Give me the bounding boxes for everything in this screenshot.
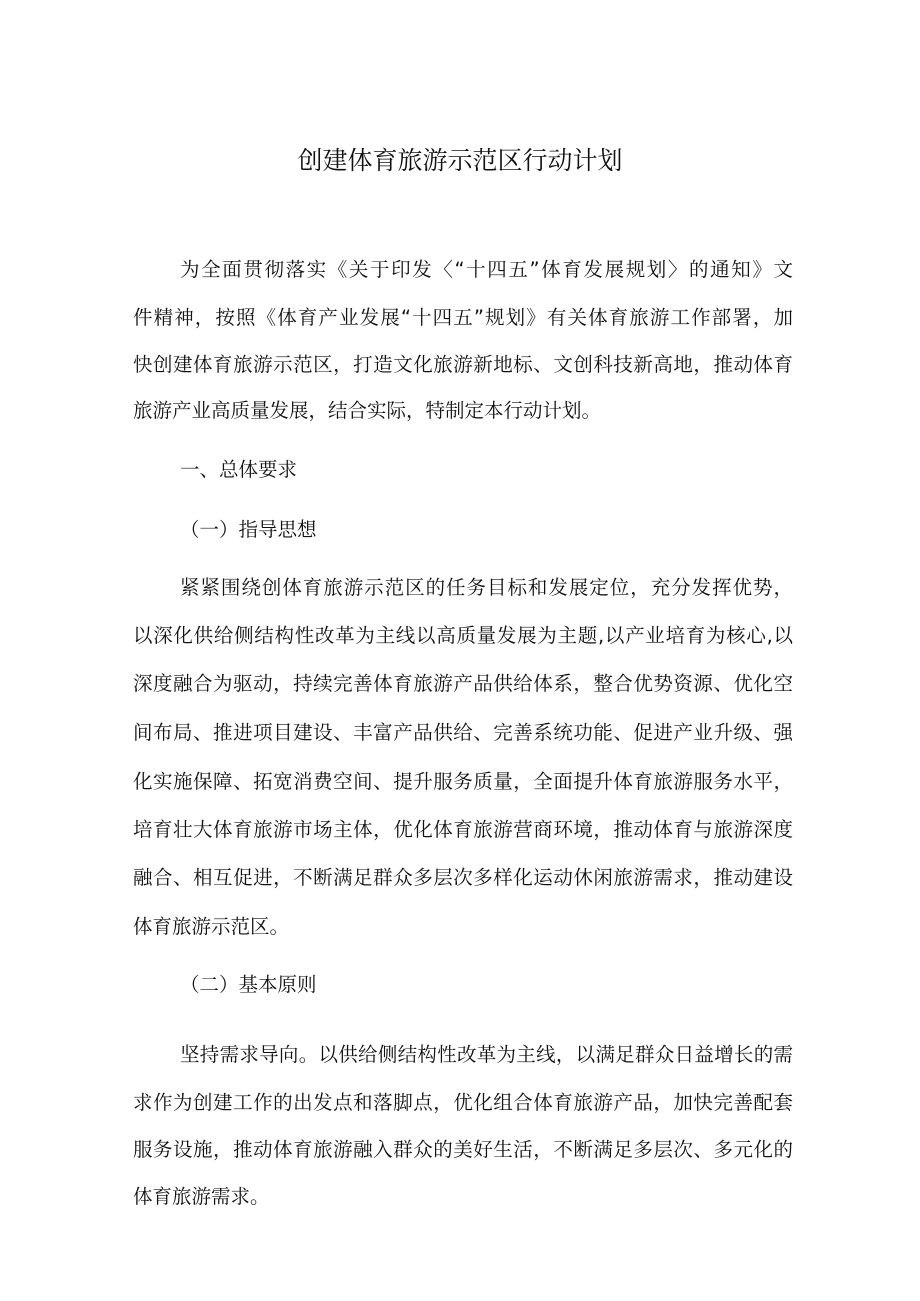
- paragraph-line: 体育旅游需求。: [133, 1185, 270, 1208]
- paragraph-line: 快创建体育旅游示范区，打造文化旅游新地标、文创科技新高地，推动体育: [133, 353, 793, 376]
- subsection-heading: （一）指导思想: [180, 518, 317, 541]
- paragraph-line: 服务设施，推动体育旅游融入群众的美好生活，不断满足多层次、多元化的: [133, 1138, 793, 1161]
- paragraph-line: 化实施保障、拓宽消费空间、提升服务质量，全面提升体育旅游服务水平，: [133, 770, 793, 793]
- paragraph-line: 融合、相互促进，不断满足群众多层次多样化运动休闲旅游需求，推动建设: [133, 866, 793, 889]
- paragraph-line: 体育旅游示范区。: [133, 915, 290, 938]
- paragraph-line: 件精神，按照《体育产业发展“十四五”规划》有关体育旅游工作部署，加: [133, 306, 793, 329]
- paragraph-line: 坚持需求导向。以供给侧结构性改革为主线，以满足群众日益增长的需: [180, 1043, 793, 1066]
- paragraph-line: 紧紧围绕创体育旅游示范区的任务目标和发展定位，充分发挥优势，: [180, 576, 793, 599]
- paragraph-line: 以深化供给侧结构性改革为主线以高质量发展为主题,以产业培育为核心,以: [133, 624, 793, 647]
- paragraph-line: 培育壮大体育旅游市场主体，优化体育旅游营商环境，推动体育与旅游深度: [133, 818, 793, 841]
- subsection-heading: （二）基本原则: [180, 973, 317, 996]
- paragraph-line: 间布局、推进项目建设、丰富产品供给、完善系统功能、促进产业升级、强: [133, 721, 793, 744]
- document-title: 创建体育旅游示范区行动计划: [297, 146, 623, 175]
- section-heading: 一、总体要求: [180, 458, 298, 481]
- paragraph-line: 旅游产业高质量发展，结合实际，特制定本行动计划。: [133, 399, 602, 422]
- paragraph-line: 深度融合为驱动，持续完善体育旅游产品供给体系，整合优势资源、优化空: [133, 672, 793, 695]
- paragraph-line: 求作为创建工作的出发点和落脚点，优化组合体育旅游产品，加快完善配套: [133, 1091, 793, 1114]
- paragraph-line: 为全面贯彻落实《关于印发〈“十四五”体育发展规划〉的通知》文: [180, 258, 793, 281]
